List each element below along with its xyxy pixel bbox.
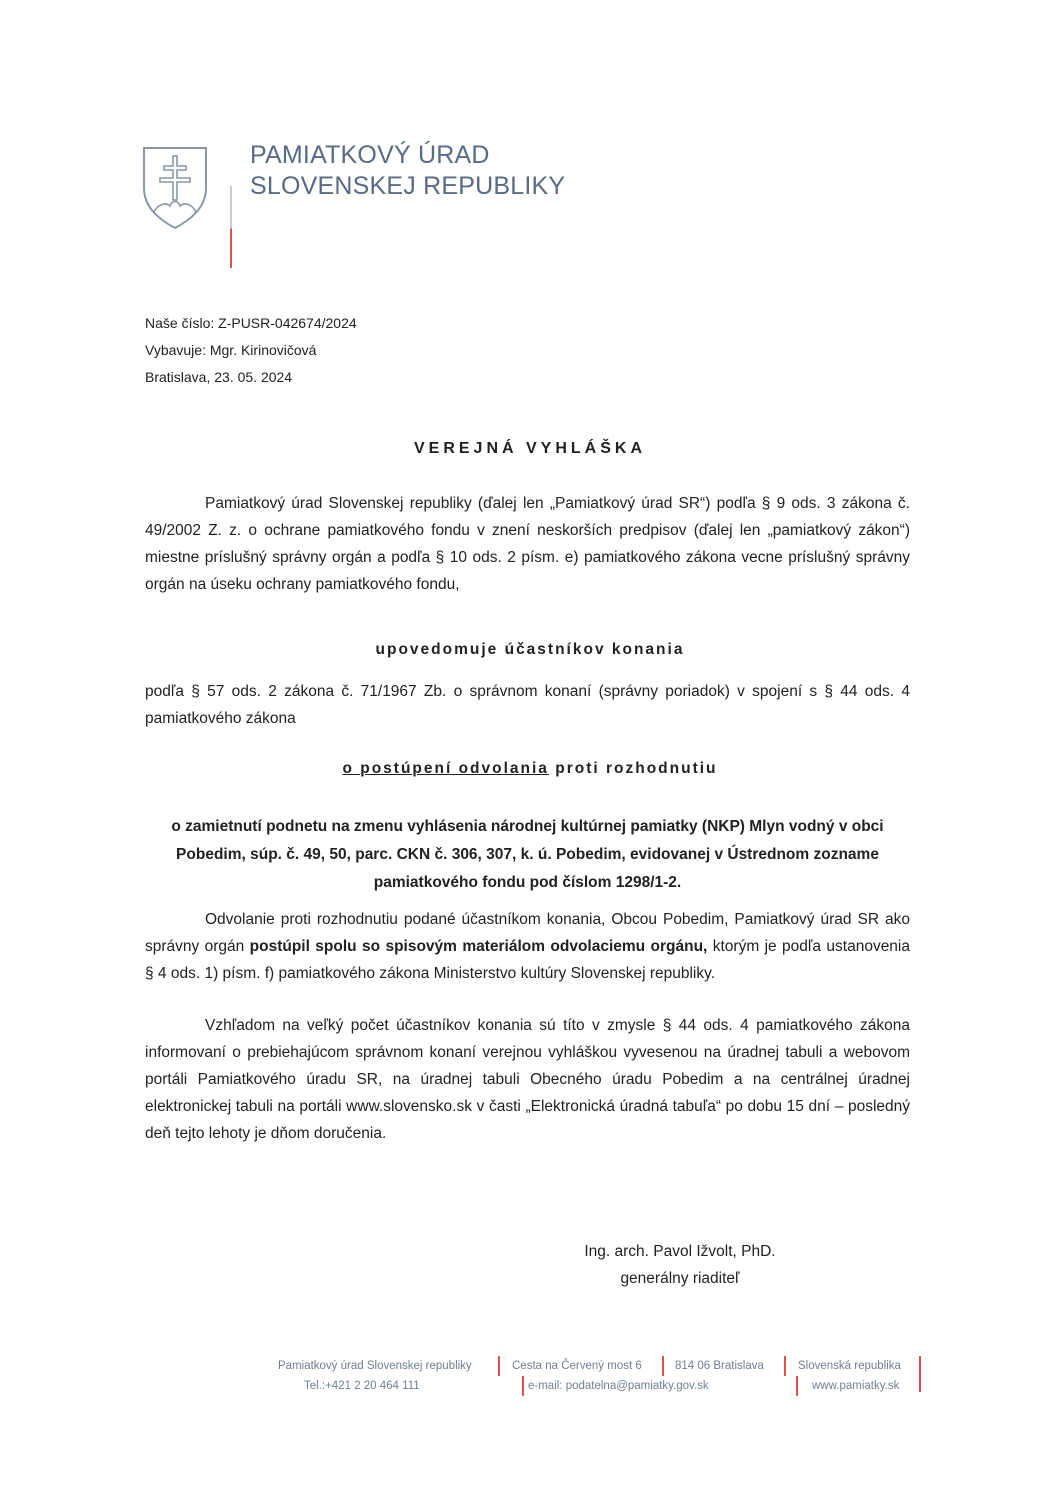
footer-separator — [522, 1376, 524, 1396]
appeal-heading-underlined: o postúpení odvolania — [342, 760, 549, 777]
organization-name-line1: PAMIATKOVÝ ÚRAD — [250, 141, 490, 169]
appeal-heading — [0, 760, 1060, 778]
footer-street: Cesta na Červený most 6 — [512, 1360, 642, 1372]
footer-separator — [796, 1376, 798, 1396]
subject-line2: Pobedim, súp. č. 49, 50, parc. CKN č. 306, 307, k. ú. Pobedim, evidovanej v Ústrednom zozname — [176, 846, 879, 863]
appeal-text-bold: postúpil spolu so spisovým materiálom odvolaciemu orgánu, — [249, 938, 708, 955]
intro-paragraph: Pamiatkový úrad Slovenskej republiky (ďalej len „Pamiatkový úrad SR“) podľa § 9 ods. 3 zákona č. 49/2002 Z. z. o ochrane pamiatkového fondu v znení neskorších predpisov (ďalej len „pamiatkový zákon“) miestne príslušný správny orgán a podľa § 10 ods. 2 písm. e) pamiatkového zákona vecne príslušný správny orgán na úseku ochrany pamiatkového fondu, — [145, 495, 910, 593]
appeal-heading-rest: proti rozhodnutiu — [555, 760, 718, 777]
organization-name — [250, 140, 565, 202]
reference-number: Naše číslo: Z-PUSR-042674/2024 — [145, 315, 357, 331]
notice-paragraph: Vzhľadom na veľký počet účastníkov konania sú títo v zmysle § 44 ods. 4 pamiatkového zákona informovaní o prebiehajúcom správnom konaní verejnou vyhláškou vyvesenou na úradnej tabuli a webovom portáli Pamiatkového úradu SR, na úradnej tabuli Obecného úradu Pobedim a na centrálnej úradnej elektronickej tabuli na portáli www.slovensko.sk v časti „Elektronická úradná tabuľa“ po dobu 15 dní – posledný deň tejto lehoty je dňom doručenia. — [145, 1017, 910, 1142]
footer-city: 814 06 Bratislava — [675, 1360, 764, 1372]
appeal-paragraph — [145, 906, 910, 987]
letterhead — [140, 140, 660, 270]
slovak-coat-of-arms-icon — [140, 144, 210, 230]
appeal-text-part1: Odvolanie proti rozhodnutiu podané účastníkom konania, Obcou Pobedim, Pamiatkový úrad SR ako správny orgán — [145, 911, 910, 955]
appeal-text-part2: ktorým je podľa ustanovenia § 4 ods. 1) písm. f) pamiatkového zákona Ministerstvo kultúry Slovenskej republiky. — [145, 938, 910, 982]
signatory-name: Ing. arch. Pavol Ižvolt, PhD. — [584, 1243, 776, 1260]
organization-name-line2: SLOVENSKEJ REPUBLIKY — [250, 172, 566, 200]
document-title: VEREJNÁ VYHLÁŠKA — [413, 440, 647, 457]
footer-web: www.pamiatky.sk — [812, 1380, 900, 1392]
footer-separator — [662, 1356, 664, 1376]
place-and-date: Bratislava, 23. 05. 2024 — [145, 369, 293, 385]
signature-block — [535, 1238, 825, 1292]
informs-heading: upovedomuje účastníkov konania — [375, 641, 685, 658]
footer-separator — [784, 1356, 786, 1376]
footer-phone: Tel.:+421 2 20 464 111 — [304, 1380, 420, 1392]
footer-country: Slovenská republika — [798, 1360, 901, 1372]
subject-line3: pamiatkového fondu pod číslom 1298/1-2. — [373, 874, 682, 891]
footer-org: Pamiatkový úrad Slovenskej republiky — [278, 1360, 472, 1372]
handled-by: Vybavuje: Mgr. Kirinovičová — [145, 342, 317, 358]
reference-block — [145, 310, 357, 391]
header-divider — [230, 186, 232, 268]
footer-separator — [919, 1356, 921, 1392]
footer-separator — [498, 1356, 500, 1376]
subject-line1: o zamietnutí podnetu na zmenu vyhlásenia národnej kultúrnej pamiatky (NKP) Mlyn vodný v obci — [171, 818, 884, 835]
signatory-role: generálny riaditeľ — [620, 1270, 740, 1287]
footer-email: e-mail: podatelna@pamiatky.gov.sk — [528, 1380, 709, 1392]
legal-basis-paragraph: podľa § 57 ods. 2 zákona č. 71/1967 Zb. o správnom konaní (správny poriadok) v spojení s § 44 ods. 4 pamiatkového zákona — [145, 683, 910, 727]
decision-subject — [145, 813, 910, 897]
footer — [270, 1352, 930, 1398]
